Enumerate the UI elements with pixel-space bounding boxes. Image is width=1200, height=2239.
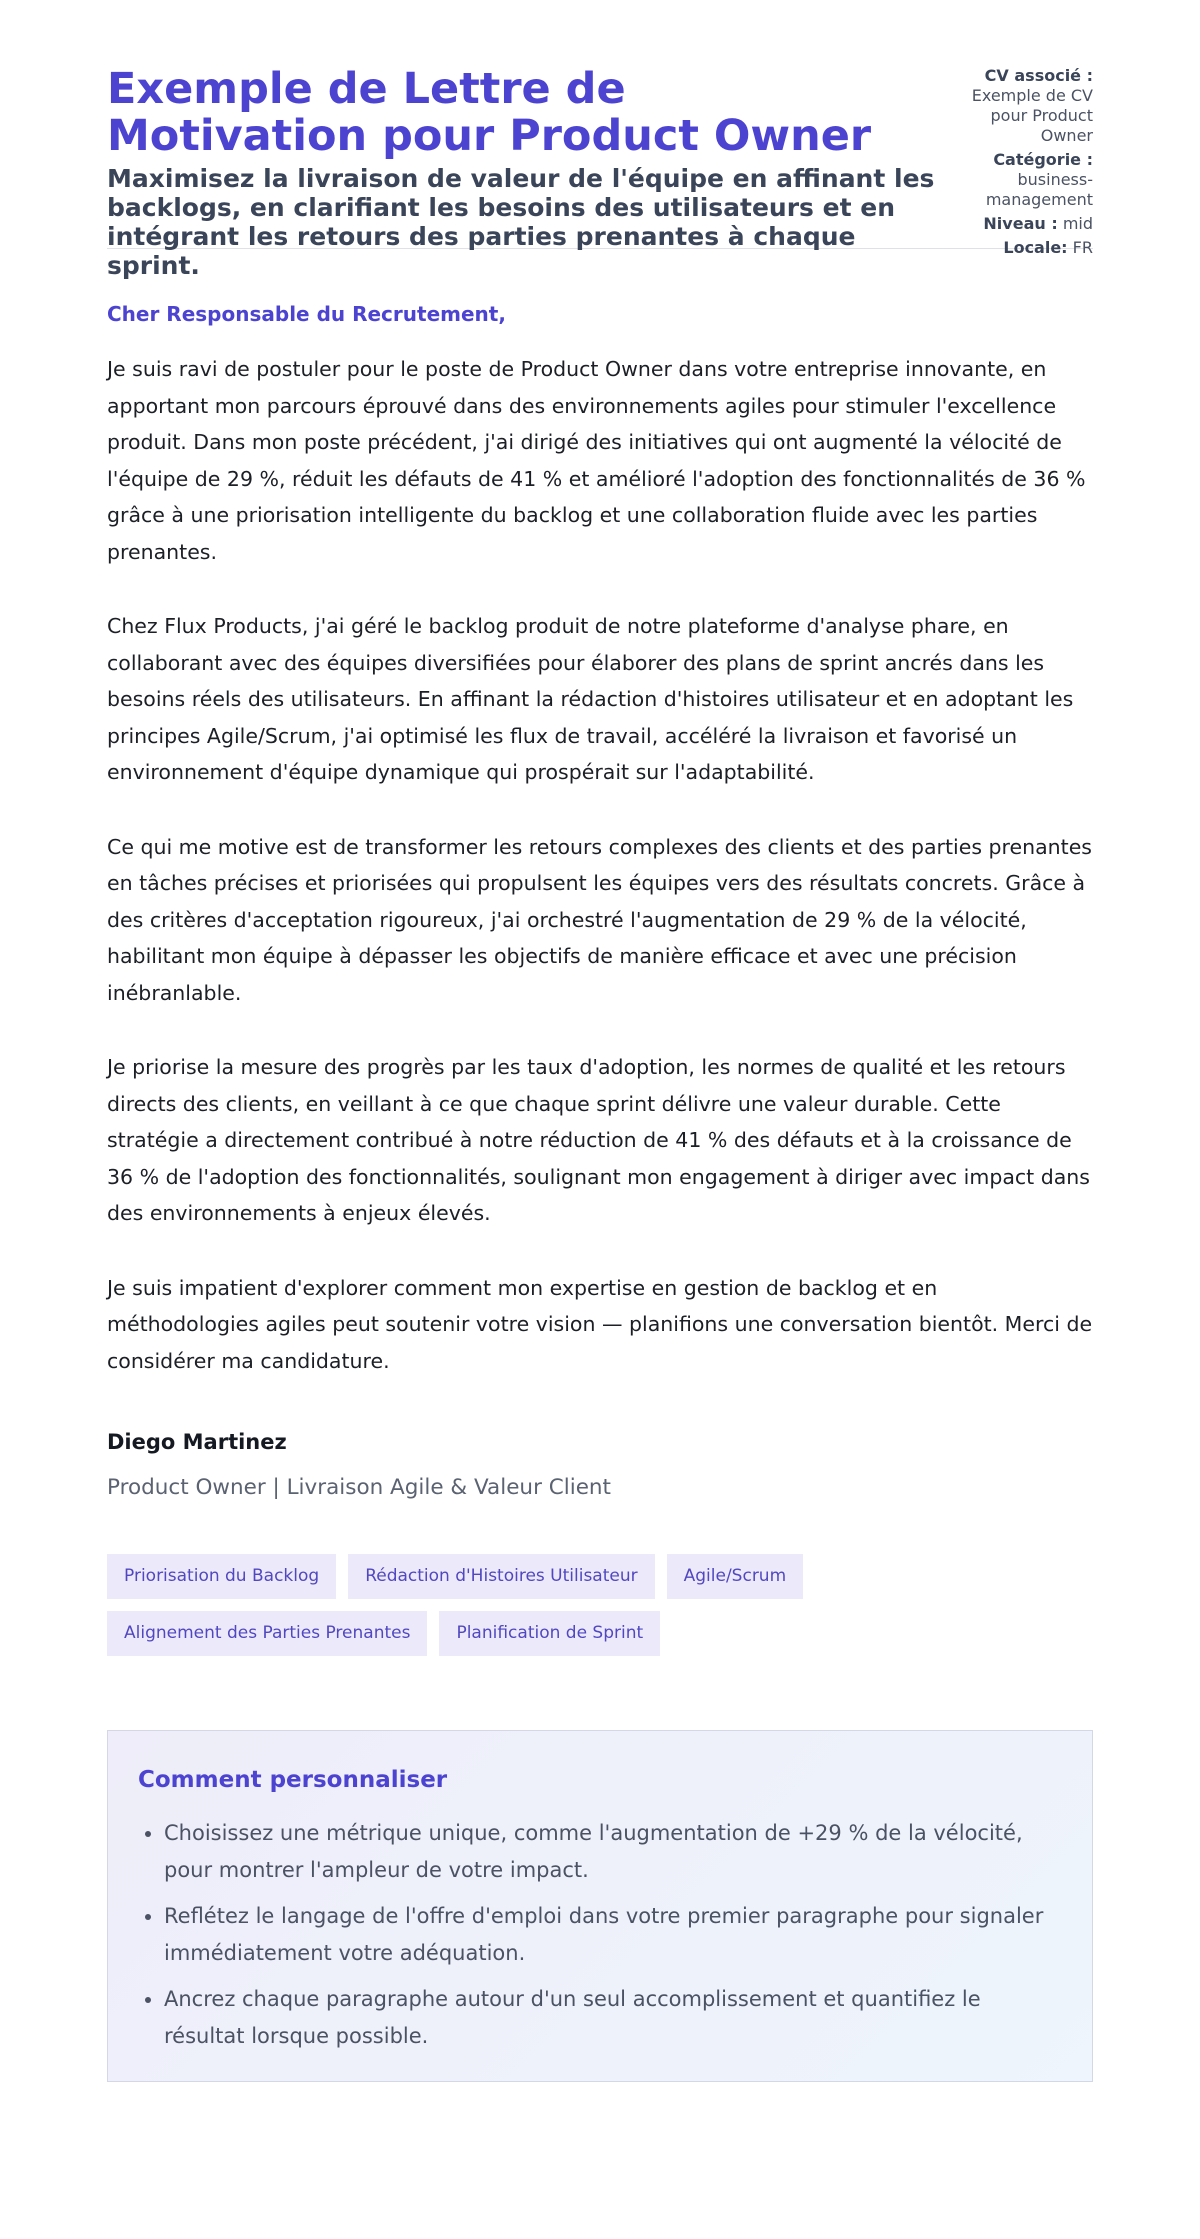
- page-header: [107, 0, 1093, 280]
- tip-item: • Choisissez une métrique unique, comme l'augmentation de +29 % de la vélocité, pour montrer l'ampleur de votre impact.: [164, 1815, 1062, 1888]
- salutation: Cher Responsable du Recrutement,: [107, 302, 506, 326]
- meta-locale-label: Locale:: [1003, 238, 1068, 257]
- meta-locale-value: FR: [1072, 238, 1093, 257]
- meta-category-label: Catégorie :: [993, 150, 1093, 169]
- signature-title: Product Owner | Livraison Agile & Valeur Client: [107, 1475, 611, 1500]
- letter-paragraph: Je priorise la mesure des progrès par les taux d'adoption, les normes de qualité et les retours directs des clients, en veillant à ce que chaque sprint délivre une valeur durable. Cette stratégie a directement contribué à notre réduction de 41 % des défauts et à la croissance de 36 % de l'adoption des fonctionnalités, soulignant mon engagement à diriger avec impact dans des environnements à enjeux élevés.: [107, 1055, 1090, 1225]
- letter-paragraph: Je suis impatient d'explorer comment mon expertise en gestion de backlog et en méthodologies agiles peut soutenir votre vision — planifions une conversation bientôt. Merci de considérer ma candidature.: [107, 1275, 1093, 1373]
- meta-level-label: Niveau :: [983, 214, 1058, 233]
- meta-category-value: business-management: [985, 170, 1093, 209]
- skill-tag[interactable]: Rédaction d'Histoires Utilisateur: [348, 1554, 654, 1599]
- tip-item: • Reflétez le langage de l'offre d'emploi dans votre premier paragraphe pour signaler immédiatement votre adéquation.: [164, 1898, 1062, 1971]
- meta-level-value: mid: [1062, 214, 1093, 233]
- skill-tags: [107, 1554, 947, 1668]
- signature-name: Diego Martinez: [107, 1430, 287, 1454]
- tips-title: Comment personnaliser: [138, 1767, 448, 1793]
- meta-locale: [943, 238, 1093, 258]
- letter-paragraph: Ce qui me motive est de transformer les retours complexes des clients et des parties prenantes en tâches précises et priorisées qui propulsent les équipes vers des résultats concrets. Grâce à des critères d'acceptation rigoureux, j'ai orchestré l'augmentation de 29 % de la vélocité, habilitant mon équipe à dépasser les objectifs de manière efficace et avec une précision inébranlable.: [107, 834, 1092, 1005]
- customization-tips: [107, 1730, 1093, 2082]
- page-title: Exemple de Lettre de Motivation pour Product Owner: [107, 64, 872, 161]
- letter: [107, 301, 1093, 1379]
- meta-panel: [943, 66, 1093, 262]
- skill-tag[interactable]: Agile/Scrum: [667, 1554, 804, 1599]
- meta-category: [943, 150, 1093, 210]
- letter-body: [107, 351, 1093, 1379]
- letter-paragraph: Chez Flux Products, j'ai géré le backlog produit de notre plateforme d'analyse phare, en collaborant avec des équipes diversifiées pour élaborer des plans de sprint ancrés dans les besoins réels des utilisateurs. En affinant la rédaction d'histoires utilisateur et en adoptant les principes Agile/Scrum, j'ai optimisé les flux de travail, accéléré la livraison et favorisé un environnement d'équipe dynamique qui prospérait sur l'adaptabilité.: [107, 614, 1074, 784]
- signature: [107, 1428, 1093, 1502]
- tips-list: [138, 1815, 1062, 2054]
- meta-level: [943, 214, 1093, 234]
- letter-paragraph: Je suis ravi de postuler pour le poste de Product Owner dans votre entreprise innovante, en apportant mon parcours éprouvé dans des environnements agiles pour stimuler l'excellence produit. Dans mon poste précédent, j'ai dirigé des initiatives qui ont augmenté la vélocité de l'équipe de 29 %, réduit les défauts de 41 % et amélioré l'adoption des fonctionnalités de 36 % grâce à une priorisation intelligente du backlog et une collaboration fluide avec les parties prenantes.: [107, 357, 1086, 564]
- page-subtitle: Maximisez la livraison de valeur de l'équipe en affinant les backlogs, en clarifiant les besoins des utilisateurs et en intégrant les retours des parties prenantes à chaque sprint.: [107, 164, 935, 280]
- meta-cv-link[interactable]: Exemple de CV pour Product Owner: [971, 86, 1093, 145]
- tip-item: • Ancrez chaque paragraphe autour d'un seul accomplissement et quantifiez le résultat lorsque possible.: [164, 1981, 1062, 2054]
- skill-tag[interactable]: Planification de Sprint: [439, 1611, 660, 1656]
- skill-tag[interactable]: Alignement des Parties Prenantes: [107, 1611, 427, 1656]
- meta-cv: [943, 66, 1093, 146]
- meta-cv-label: CV associé :: [984, 66, 1093, 85]
- skill-tag[interactable]: Priorisation du Backlog: [107, 1554, 336, 1599]
